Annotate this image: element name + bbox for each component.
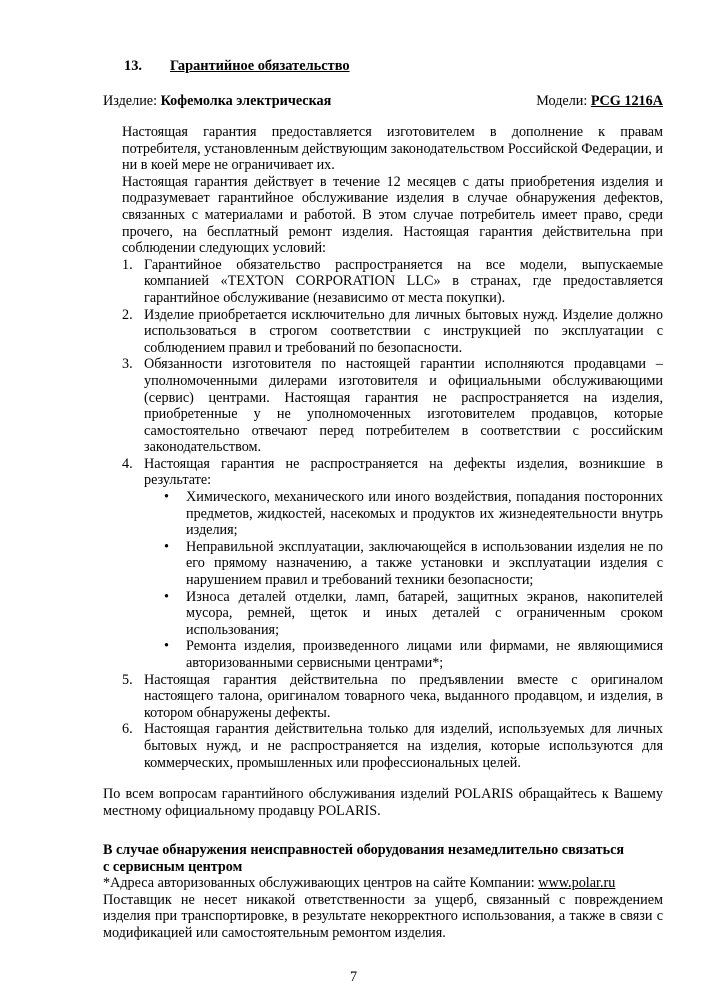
condition-text: Изделие приобретается исключительно для личных бытовых нужд. Изделие должно использоваться в строгом соответствии с инструкцией по эксплуатации с соблюдением правил и требований по безопасности. xyxy=(144,306,663,356)
defect-item xyxy=(144,589,663,639)
condition-text: Настоящая гарантия не распространяется на дефекты изделия, возникшие в результате: xyxy=(144,455,663,489)
service-title-line: В случае обнаружения неисправностей оборудования незамедлительно связаться xyxy=(103,842,625,858)
condition-text: Настоящая гарантия действительна только для изделий, используемых для личных бытовых нужд, и не распространяется на изделия, которые используются для коммерческих, промышленных или профессиональных целей. xyxy=(144,721,663,771)
model-label: Модели: xyxy=(536,93,588,109)
service-address-prefix: *Адреса авторизованных обслуживающих центров на сайте Компании: xyxy=(103,875,535,892)
condition-item xyxy=(122,307,663,357)
defect-text: Химического, механического или иного воздействия, попадания посторонних предметов, жидкостей, насекомых и продуктов их жизнедеятельности внутрь изделия; xyxy=(186,489,663,539)
condition-item xyxy=(122,721,663,771)
section-number: 13. xyxy=(124,58,142,74)
bullet-icon: • xyxy=(164,489,169,506)
section-heading xyxy=(124,58,350,75)
defect-item xyxy=(144,638,663,671)
condition-number: 5. xyxy=(122,671,133,688)
bullet-icon: • xyxy=(164,538,169,555)
conditions-list xyxy=(122,257,663,771)
contact-paragraph: По всем вопросам гарантийного обслуживания изделий POLARIS обращайтесь к Вашему местному официальному продавцу POLARIS. xyxy=(103,786,663,819)
condition-number: 6. xyxy=(122,721,133,738)
defects-list xyxy=(144,489,663,672)
condition-number: 1. xyxy=(122,256,133,273)
condition-item xyxy=(122,356,663,456)
condition-text: Гарантийное обязательство распространяется на все модели, выпускаемые компанией «TEXTON CORPORATION LLC» в странах, где предоставляется гарантийное обслуживание (независимо от места покупки). xyxy=(144,256,663,306)
defect-text: Износа деталей отделки, ламп, батарей, защитных экранов, накопителей мусора, ремней, щеток и иных деталей с ограниченным сроком использования; xyxy=(186,588,663,638)
model-value: PCG 1216A xyxy=(590,93,663,109)
condition-number: 4. xyxy=(122,455,133,472)
service-address xyxy=(103,875,663,892)
product-label: Изделие: xyxy=(103,93,158,109)
condition-item xyxy=(122,672,663,722)
defect-item xyxy=(144,539,663,589)
product-line xyxy=(103,93,663,110)
warranty-body xyxy=(122,124,663,771)
section-title: Гарантийное обязательство xyxy=(170,58,350,74)
bullet-icon: • xyxy=(164,588,169,605)
intro-paragraph: Настоящая гарантия действует в течение 12 месяцев с даты приобретения изделия и подразумевает гарантийное обслуживание изделия в случае обнаружения дефектов, связанных с материалами и работой. В этом случае потребитель имеет право, среди прочего, на бесплатный ремонт изделия. Настоящая гарантия действительна при соблюдении следующих условий: xyxy=(122,173,663,257)
defect-text: Ремонта изделия, произведенного лицами или фирмами, не являющимися авторизованными сервисными центрами*; xyxy=(186,638,663,671)
condition-text: Настоящая гарантия действительна по предъявлении вместе с оригиналом настоящего талона, оригиналом товарного чека, выданного продавцом, и изделия, в котором обнаружены дефекты. xyxy=(144,671,663,721)
intro-paragraph: Настоящая гарантия предоставляется изготовителем в дополнение к правам потребителя, установленным действующим законодательством Российской Федерации, и ни в коей мере не ограничивает их. xyxy=(122,124,663,174)
service-title-line: с сервисным центром xyxy=(103,858,243,875)
condition-item xyxy=(122,257,663,307)
condition-text: Обязанности изготовителя по настоящей гарантии исполняются продавцами – уполномоченными дилерами изготовителя и официальными обслуживающими (сервис) центрами. Настоящая гарантия не распространяется на изделия, приобретенные у не уполномоченных изготовителем продавцов, которые самостоятельно отвечают перед потребителем в соответствии с российским законодательством. xyxy=(144,356,663,456)
service-section xyxy=(103,842,663,942)
liability-disclaimer: Поставщик не несет никакой ответственности за ущерб, связанный с повреждением изделия при транспортировке, в результате некорректного использования, а также в связи с модификацией или самостоятельным ремонтом изделия. xyxy=(103,891,663,941)
service-title xyxy=(103,842,663,875)
defect-item xyxy=(144,489,663,539)
product-name: Кофемолка электрическая xyxy=(160,93,332,109)
page-number: 7 xyxy=(349,969,358,985)
product-info xyxy=(103,93,331,110)
condition-number: 3. xyxy=(122,356,133,373)
condition-item xyxy=(122,456,663,672)
company-website-link[interactable]: www.polar.ru xyxy=(538,875,616,892)
condition-number: 2. xyxy=(122,306,133,323)
model-info xyxy=(536,93,663,110)
defect-text: Неправильной эксплуатации, заключающейся в использовании изделия не по его прямому назначению, а также установки и эксплуатации изделия с нарушением правил и требований техники безопасности; xyxy=(186,538,663,589)
bullet-icon: • xyxy=(164,638,169,655)
